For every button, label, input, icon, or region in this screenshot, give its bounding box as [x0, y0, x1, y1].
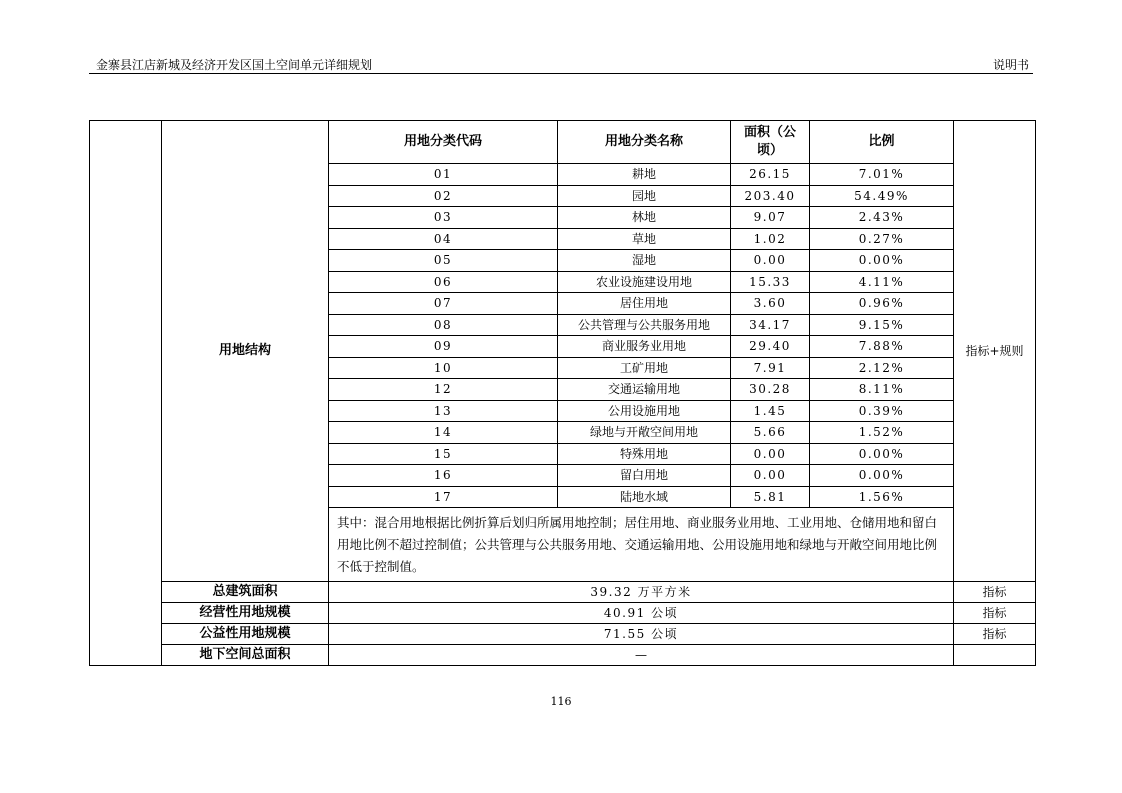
summary-value: —: [329, 645, 954, 666]
summary-type: 指标: [954, 582, 1036, 603]
row-name: 商业服务业用地: [558, 336, 731, 358]
row-ratio: 8.11%: [810, 379, 954, 401]
row-code: 13: [329, 400, 558, 422]
row-code: 04: [329, 228, 558, 250]
row-ratio: 0.96%: [810, 293, 954, 315]
row-area: 0.00: [731, 443, 810, 465]
row-area: 0.00: [731, 465, 810, 487]
row-area: 5.66: [731, 422, 810, 444]
row-name: 公用设施用地: [558, 400, 731, 422]
row-area: 15.33: [731, 271, 810, 293]
row-ratio: 2.12%: [810, 357, 954, 379]
row-ratio: 0.39%: [810, 400, 954, 422]
row-code: 08: [329, 314, 558, 336]
row-area: 1.45: [731, 400, 810, 422]
row-area: 203.40: [731, 185, 810, 207]
row-ratio: 7.88%: [810, 336, 954, 358]
row-ratio: 0.27%: [810, 228, 954, 250]
row-name: 湿地: [558, 250, 731, 272]
row-name: 居住用地: [558, 293, 731, 315]
row-name: 林地: [558, 207, 731, 229]
row-area: 7.91: [731, 357, 810, 379]
summary-label: 总建筑面积: [162, 582, 329, 603]
row-area: 3.60: [731, 293, 810, 315]
col-header-code: 用地分类代码: [329, 121, 558, 164]
row-ratio: 54.49%: [810, 185, 954, 207]
row-code: 03: [329, 207, 558, 229]
row-name: 公共管理与公共服务用地: [558, 314, 731, 336]
row-code: 02: [329, 185, 558, 207]
row-ratio: 0.00%: [810, 465, 954, 487]
blank-left-column: [90, 121, 162, 666]
row-code: 14: [329, 422, 558, 444]
row-code: 10: [329, 357, 558, 379]
row-code: 17: [329, 486, 558, 508]
row-code: 15: [329, 443, 558, 465]
note-text: 其中：混合用地根据比例折算后划归所属用地控制；居住用地、商业服务业用地、工业用地、仓储用地和留白用地比例不超过控制值；公共管理与公共服务用地、交通运输用地、公用设施用地和绿地与开敞空间用地比例不低于控制值。: [329, 508, 954, 582]
row-ratio: 4.11%: [810, 271, 954, 293]
row-code: 06: [329, 271, 558, 293]
row-ratio: 1.52%: [810, 422, 954, 444]
summary-type: 指标: [954, 624, 1036, 645]
summary-label: 公益性用地规模: [162, 624, 329, 645]
summary-value: 71.55 公顷: [329, 624, 954, 645]
row-name: 草地: [558, 228, 731, 250]
row-name: 耕地: [558, 164, 731, 186]
row-name: 交通运输用地: [558, 379, 731, 401]
row-code: 07: [329, 293, 558, 315]
row-ratio: 9.15%: [810, 314, 954, 336]
section-label: 用地结构: [162, 121, 329, 582]
document-title: 金寨县江店新城及经济开发区国土空间单元详细规划: [96, 58, 373, 72]
row-ratio: 1.56%: [810, 486, 954, 508]
row-code: 09: [329, 336, 558, 358]
row-name: 绿地与开敞空间用地: [558, 422, 731, 444]
summary-label: 经营性用地规模: [162, 603, 329, 624]
summary-type: [954, 645, 1036, 666]
row-name: 留白用地: [558, 465, 731, 487]
row-ratio: 0.00%: [810, 250, 954, 272]
row-code: 01: [329, 164, 558, 186]
row-code: 05: [329, 250, 558, 272]
row-area: 9.07: [731, 207, 810, 229]
land-use-table: [89, 120, 1036, 666]
row-name: 陆地水域: [558, 486, 731, 508]
row-name: 工矿用地: [558, 357, 731, 379]
row-name: 农业设施建设用地: [558, 271, 731, 293]
row-ratio: 0.00%: [810, 443, 954, 465]
row-ratio: 2.43%: [810, 207, 954, 229]
row-area: 1.02: [731, 228, 810, 250]
page-number: 116: [550, 695, 572, 708]
row-code: 12: [329, 379, 558, 401]
col-header-name: 用地分类名称: [558, 121, 731, 164]
control-type: 指标+规则: [954, 121, 1036, 582]
col-header-ratio: 比例: [810, 121, 954, 164]
col-header-area: [731, 121, 810, 164]
summary-value: 39.32 万平方米: [329, 582, 954, 603]
summary-value: 40.91 公顷: [329, 603, 954, 624]
col-header-area-line2: 顷）: [756, 143, 783, 158]
row-code: 16: [329, 465, 558, 487]
row-ratio: 7.01%: [810, 164, 954, 186]
row-area: 0.00: [731, 250, 810, 272]
row-area: 26.15: [731, 164, 810, 186]
row-area: 29.40: [731, 336, 810, 358]
row-area: 34.17: [731, 314, 810, 336]
row-area: 5.81: [731, 486, 810, 508]
summary-type: 指标: [954, 603, 1036, 624]
col-header-area-line1: 面积（公: [743, 125, 796, 140]
row-name: 特殊用地: [558, 443, 731, 465]
document-type: 说明书: [992, 58, 1029, 72]
row-name: 园地: [558, 185, 731, 207]
row-area: 30.28: [731, 379, 810, 401]
header-divider: [89, 73, 1033, 74]
summary-label: 地下空间总面积: [162, 645, 329, 666]
